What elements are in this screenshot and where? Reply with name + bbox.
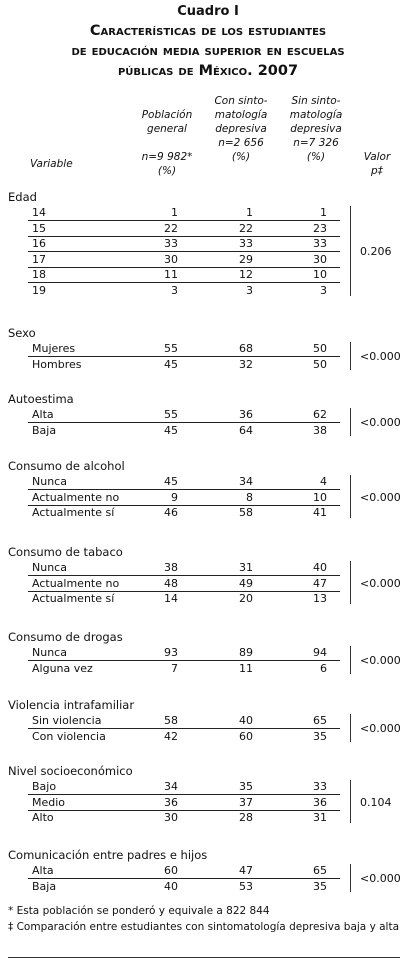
table-title [0, 21, 416, 81]
cell-value: 11 [239, 661, 253, 675]
cell-value: 89 [239, 646, 253, 659]
row-label: Con violencia [32, 729, 106, 743]
cell-value: 34 [239, 475, 253, 488]
header-line: n=2 656 [218, 137, 264, 149]
cell-value: 40 [239, 714, 253, 727]
row-label: 15 [32, 221, 46, 235]
cell-value: 41 [313, 506, 327, 519]
p-value: <0.000 [360, 490, 401, 504]
cell-value: 10 [313, 490, 327, 504]
row-label: Actualmente sí [32, 592, 115, 605]
cell-value: 4 [320, 475, 327, 488]
cell-value: 23 [313, 221, 327, 235]
header-line: (%) [306, 151, 326, 163]
cell-value: 40 [313, 561, 327, 574]
row-label: Alta [32, 408, 54, 421]
group-brace [346, 780, 351, 823]
cell-value: 1 [246, 206, 253, 219]
row-label: Alta [32, 864, 54, 877]
row-label: Hombres [32, 357, 82, 371]
header-line: general [147, 123, 187, 135]
header-line: matología [289, 109, 343, 121]
row-label: Actualmente no [32, 490, 120, 504]
row-label: Baja [32, 423, 57, 437]
cell-value: 9 [171, 490, 178, 504]
cell-value: 36 [164, 795, 178, 809]
cell-value: 11 [164, 268, 178, 281]
cell-value: 35 [313, 729, 327, 743]
header-col-p [354, 150, 400, 178]
cell-value: 33 [239, 237, 253, 250]
category-label: Edad [8, 190, 37, 204]
cell-value: 68 [239, 342, 253, 355]
p-value: <0.000 [360, 871, 401, 885]
group-brace [346, 864, 351, 892]
row-label: 17 [32, 252, 46, 266]
cell-value: 35 [239, 780, 253, 793]
cell-value: 36 [313, 795, 327, 809]
p-value: <0.000 [360, 653, 401, 667]
title-line: de educación media superior en escuelas [71, 43, 345, 59]
cell-value: 31 [313, 811, 327, 824]
group-brace [346, 475, 351, 518]
cell-value: 8 [246, 490, 253, 504]
group-brace [346, 206, 351, 296]
cell-value: 38 [313, 423, 327, 437]
p-value: <0.000 [360, 721, 401, 735]
cell-value: 33 [313, 780, 327, 793]
cell-value: 33 [164, 237, 178, 250]
header-line: Sin sinto- [291, 95, 341, 107]
category-label: Comunicación entre padres e hijos [8, 848, 208, 862]
category-label: Sexo [8, 326, 36, 340]
header-col-con [208, 94, 274, 164]
cell-value: 10 [313, 268, 327, 281]
cell-value: 58 [164, 714, 178, 727]
cell-value: 58 [239, 506, 253, 519]
category-label: Consumo de tabaco [8, 545, 123, 559]
cell-value: 30 [164, 252, 178, 266]
row-label: Nunca [32, 561, 67, 574]
group-brace [346, 342, 351, 370]
p-value: <0.000 [360, 415, 401, 429]
row-label: Actualmente sí [32, 506, 115, 519]
header-line: depresiva [215, 123, 267, 135]
cell-value: 32 [239, 357, 253, 371]
cell-value: 94 [313, 646, 327, 659]
header-line: depresiva [290, 123, 342, 135]
p-value: <0.000 [360, 349, 401, 363]
header-col-poblacion [132, 108, 202, 178]
cell-value: 3 [171, 283, 178, 297]
cell-value: 7 [171, 661, 178, 675]
p-value: 0.104 [360, 795, 392, 809]
header-line: p‡ [371, 165, 383, 177]
header-line: Con sinto- [214, 95, 268, 107]
cell-value: 45 [164, 357, 178, 371]
cell-value: 60 [164, 864, 178, 877]
cell-value: 29 [239, 252, 253, 266]
row-label: Medio [32, 795, 66, 809]
row-label: Sin violencia [32, 714, 102, 727]
cell-value: 50 [313, 342, 327, 355]
cell-value: 6 [320, 661, 327, 675]
row-label: 19 [32, 283, 46, 297]
bottom-rule [8, 957, 400, 958]
cell-value: 45 [164, 423, 178, 437]
cell-value: 22 [239, 221, 253, 235]
cell-value: 3 [320, 283, 327, 297]
row-label: Bajo [32, 780, 57, 793]
cell-value: 93 [164, 646, 178, 659]
row-label: Mujeres [32, 342, 76, 355]
cell-value: 14 [164, 592, 178, 605]
row-label: Alguna vez [32, 661, 93, 675]
p-value: 0.206 [360, 244, 392, 258]
cell-value: 22 [164, 221, 178, 235]
header-line: Valor [363, 151, 391, 163]
footnote: ‡ Comparación entre estudiantes con sintomatología depresiva baja y alta [8, 921, 400, 933]
group-brace [346, 408, 351, 436]
p-value: <0.000 [360, 576, 401, 590]
cell-value: 40 [164, 879, 178, 893]
title-line: Características de los estudiantes [89, 23, 327, 39]
header-line: (%) [231, 151, 251, 163]
cell-value: 37 [239, 795, 253, 809]
header-line: (%) [157, 165, 177, 177]
cell-value: 35 [313, 879, 327, 893]
header-line: n=7 326 [293, 137, 339, 149]
cell-value: 34 [164, 780, 178, 793]
row-label: 16 [32, 237, 46, 250]
cell-value: 30 [164, 811, 178, 824]
cell-value: 55 [164, 342, 178, 355]
row-label: Nunca [32, 646, 67, 659]
row-label: Baja [32, 879, 57, 893]
row-label: Alto [32, 811, 54, 824]
cell-value: 36 [239, 408, 253, 421]
category-label: Autoestima [8, 392, 74, 406]
cell-value: 65 [313, 864, 327, 877]
cell-value: 46 [164, 506, 178, 519]
category-label: Violencia intrafamiliar [8, 698, 135, 712]
cell-value: 60 [239, 729, 253, 743]
cell-value: 1 [320, 206, 327, 219]
table-caption: Cuadro I [177, 4, 239, 19]
cell-value: 33 [313, 237, 327, 250]
cell-value: 38 [164, 561, 178, 574]
row-label: 18 [32, 268, 46, 281]
cell-value: 64 [239, 423, 253, 437]
cell-value: 50 [313, 357, 327, 371]
cell-value: 12 [239, 268, 253, 281]
header-line: Población [141, 109, 193, 121]
cell-value: 3 [246, 283, 253, 297]
title-line: públicas de México. 2007 [117, 63, 299, 79]
cell-value: 28 [239, 811, 253, 824]
header-variable: Variable [30, 158, 73, 170]
cell-value: 20 [239, 592, 253, 605]
cell-value: 31 [239, 561, 253, 574]
cell-value: 45 [164, 475, 178, 488]
header-col-sin [283, 94, 349, 164]
cell-value: 47 [239, 864, 253, 877]
category-label: Consumo de drogas [8, 630, 123, 644]
category-label: Consumo de alcohol [8, 459, 125, 473]
group-brace [346, 714, 351, 742]
cell-value: 49 [239, 576, 253, 590]
cell-value: 13 [313, 592, 327, 605]
category-label: Nivel socioeconómico [8, 764, 133, 778]
cell-value: 65 [313, 714, 327, 727]
cell-value: 30 [313, 252, 327, 266]
cell-value: 48 [164, 576, 178, 590]
cell-value: 47 [313, 576, 327, 590]
group-brace [346, 561, 351, 604]
group-brace [346, 646, 351, 674]
row-label: Actualmente no [32, 576, 120, 590]
cell-value: 53 [239, 879, 253, 893]
cell-value: 42 [164, 729, 178, 743]
row-label: 14 [32, 206, 46, 219]
cell-value: 62 [313, 408, 327, 421]
cell-value: 1 [171, 206, 178, 219]
header-line: matología [214, 109, 268, 121]
row-label: Nunca [32, 475, 67, 488]
footnote: * Esta población se ponderó y equivale a 822 844 [8, 905, 270, 917]
header-line: n=9 982* [141, 151, 193, 163]
cell-value: 55 [164, 408, 178, 421]
